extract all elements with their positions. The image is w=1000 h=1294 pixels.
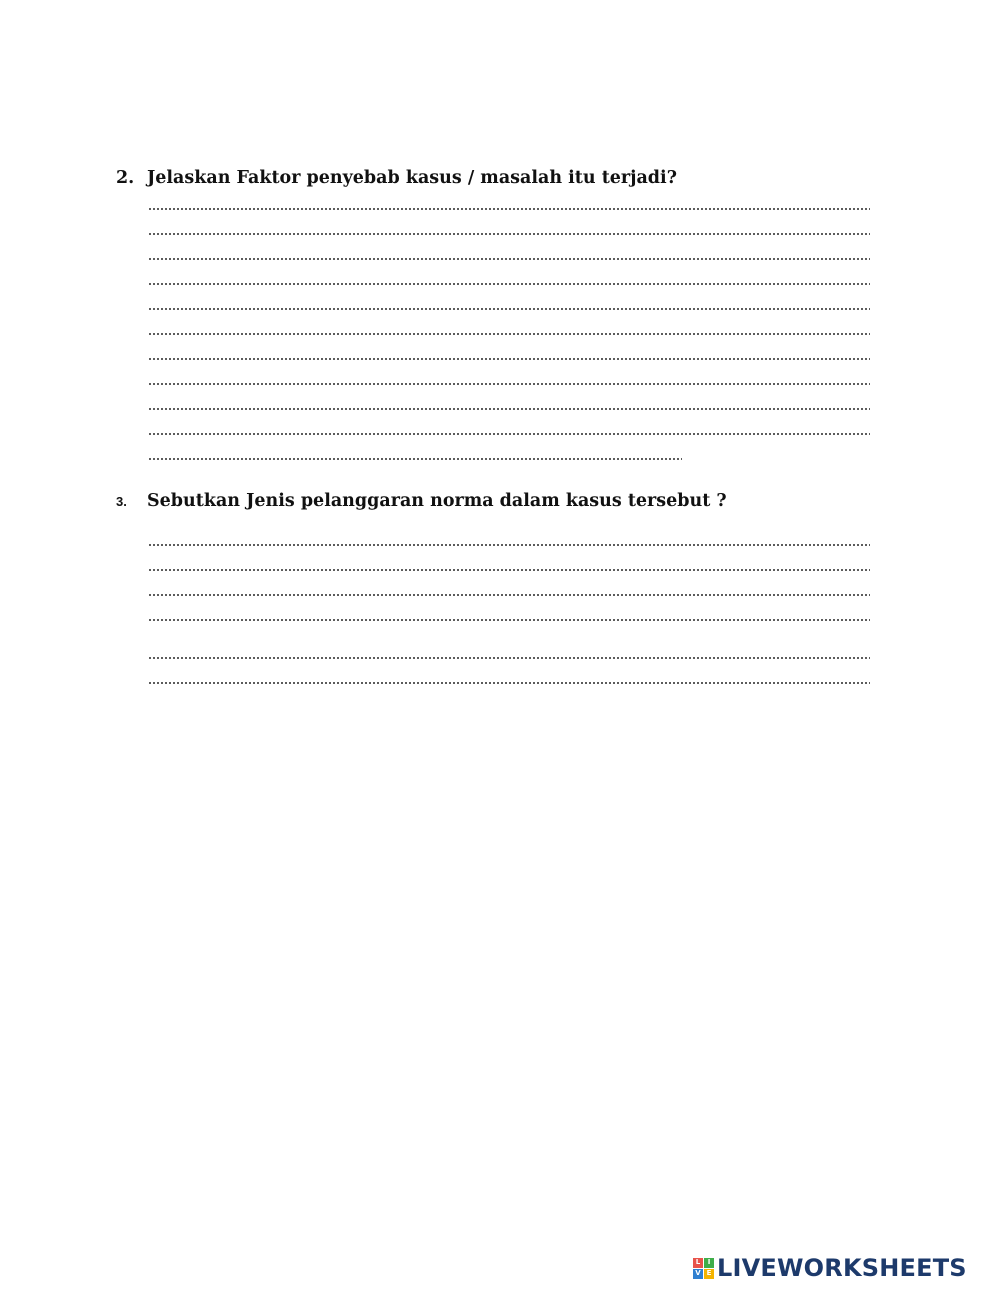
question-3-number: 3. xyxy=(116,494,127,509)
logo-text: LIVEWORKSHEETS xyxy=(717,1254,967,1282)
logo-icon-cell: I xyxy=(704,1258,714,1268)
answer-line[interactable] xyxy=(148,258,870,260)
question-2 xyxy=(116,168,876,188)
answer-line[interactable] xyxy=(148,458,682,460)
question-3 xyxy=(116,491,876,511)
answer-line[interactable] xyxy=(148,358,870,360)
answer-line[interactable] xyxy=(148,408,870,410)
answer-line[interactable] xyxy=(148,308,870,310)
question-2-text: Jelaskan Faktor penyebab kasus / masalah itu terjadi? xyxy=(147,168,677,188)
answer-line[interactable] xyxy=(148,657,870,659)
logo-icon xyxy=(693,1258,714,1279)
liveworksheets-logo xyxy=(693,1254,967,1282)
answer-line[interactable] xyxy=(148,682,870,684)
answer-line[interactable] xyxy=(148,333,870,335)
question-3-text: Sebutkan Jenis pelanggaran norma dalam kasus tersebut ? xyxy=(147,491,727,511)
answer-line[interactable] xyxy=(148,383,870,385)
answer-line[interactable] xyxy=(148,569,870,571)
question-3-heading xyxy=(116,491,876,511)
answer-line[interactable] xyxy=(148,544,870,546)
logo-icon-cell: E xyxy=(704,1269,714,1279)
answer-line[interactable] xyxy=(148,594,870,596)
logo-icon-cell: L xyxy=(693,1258,703,1268)
answer-line[interactable] xyxy=(148,283,870,285)
logo-icon-cell: V xyxy=(693,1269,703,1279)
answer-line[interactable] xyxy=(148,619,870,621)
question-2-heading xyxy=(116,168,876,188)
answer-line[interactable] xyxy=(148,233,870,235)
answer-line[interactable] xyxy=(148,208,870,210)
question-2-number: 2. xyxy=(116,168,135,188)
answer-line[interactable] xyxy=(148,433,870,435)
